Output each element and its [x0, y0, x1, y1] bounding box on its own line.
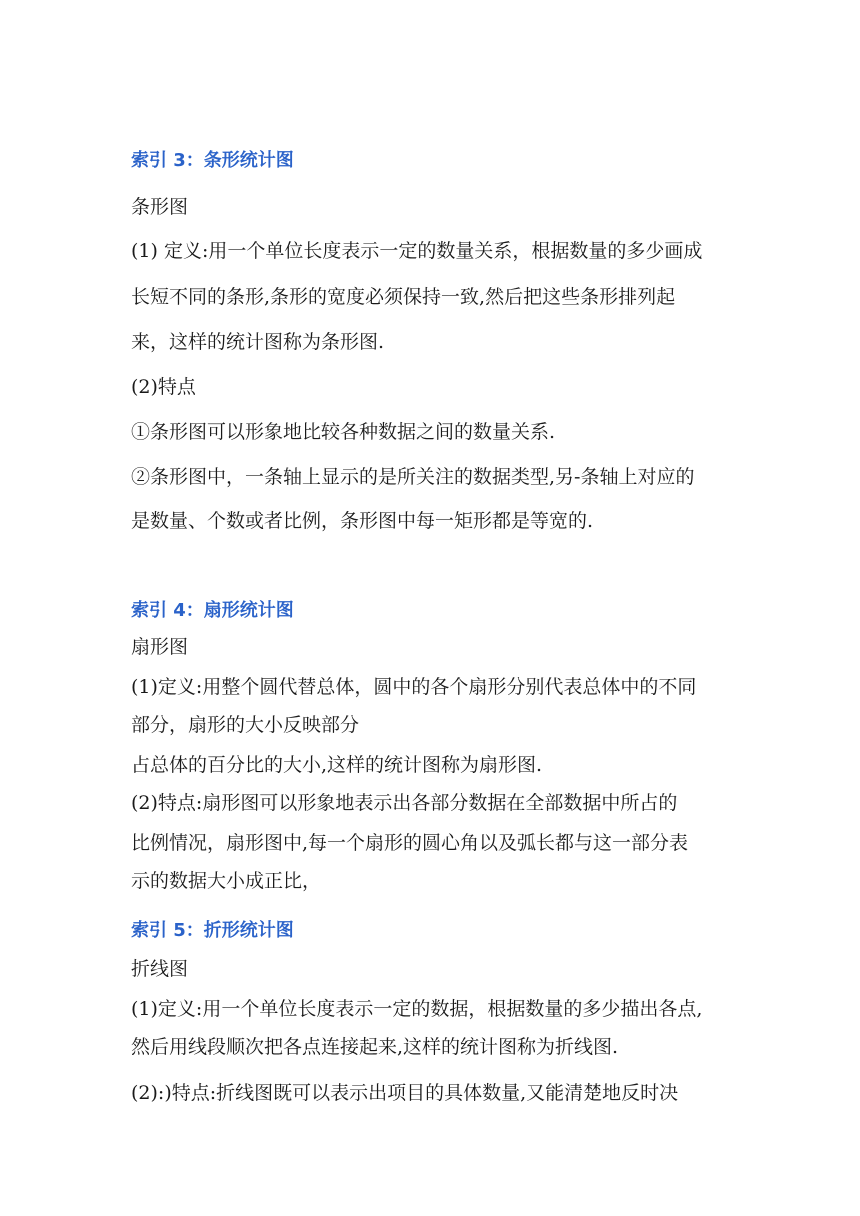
paragraph-line: ①条形图可以形象地比较各种数据之间的数量关系.	[131, 421, 556, 443]
paragraph-line: 部分，扇形的大小反映部分	[131, 714, 360, 736]
paragraph-line: 示的数据大小成正比，	[131, 870, 322, 892]
section-heading-index-3: 索引 3：条形统计图	[131, 150, 294, 171]
section-subtitle: 条形图	[131, 196, 189, 218]
paragraph-line: (2):)特点:折线图既可以表示出项目的具体数量,又能清楚地反时决	[131, 1082, 679, 1104]
paragraph-line: 比例情况，扇形图中,每一个扇形的圆心角以及弧长都与这一部分表	[131, 832, 689, 854]
paragraph-line: 占总体的百分比的大小,这样的统计图称为扇形图.	[131, 754, 543, 776]
paragraph-line: (1)定义:用一个单位长度表示一定的数据，根据数量的多少描出各点,	[131, 998, 703, 1020]
paragraph-line: 来，这样的统计图称为条形图.	[131, 331, 385, 353]
section-heading-index-4: 索引 4：扇形统计图	[131, 600, 294, 621]
section-subtitle: 扇形图	[131, 636, 189, 658]
section-subtitle: 折线图	[131, 958, 189, 980]
paragraph-line: (1) 定义:用一个单位长度表示一定的数量关系，根据数量的多少画成	[131, 240, 703, 262]
paragraph-line: 然后用线段顺次把各点连接起来,这样的统计图称为折线图.	[131, 1036, 619, 1058]
paragraph-line: (1)定义:用整个圆代替总体，圆中的各个扇形分别代表总体中的不同	[131, 676, 697, 698]
paragraph-line: 长短不同的条形,条形的宽度必须保持一致,然后把这些条形排列起	[131, 286, 676, 308]
paragraph-line: ②条形图中，一条轴上显示的是所关注的数据类型,另-条轴上对应的	[131, 466, 695, 488]
paragraph-line: (2)特点	[131, 376, 196, 398]
paragraph-line: 是数量、个数或者比例，条形图中每一矩形都是等宽的.	[131, 510, 594, 532]
section-heading-index-5: 索引 5：折形统计图	[131, 920, 294, 941]
paragraph-line: (2)特点:扇形图可以形象地表示出各部分数据在全部数据中所占的	[131, 792, 678, 814]
